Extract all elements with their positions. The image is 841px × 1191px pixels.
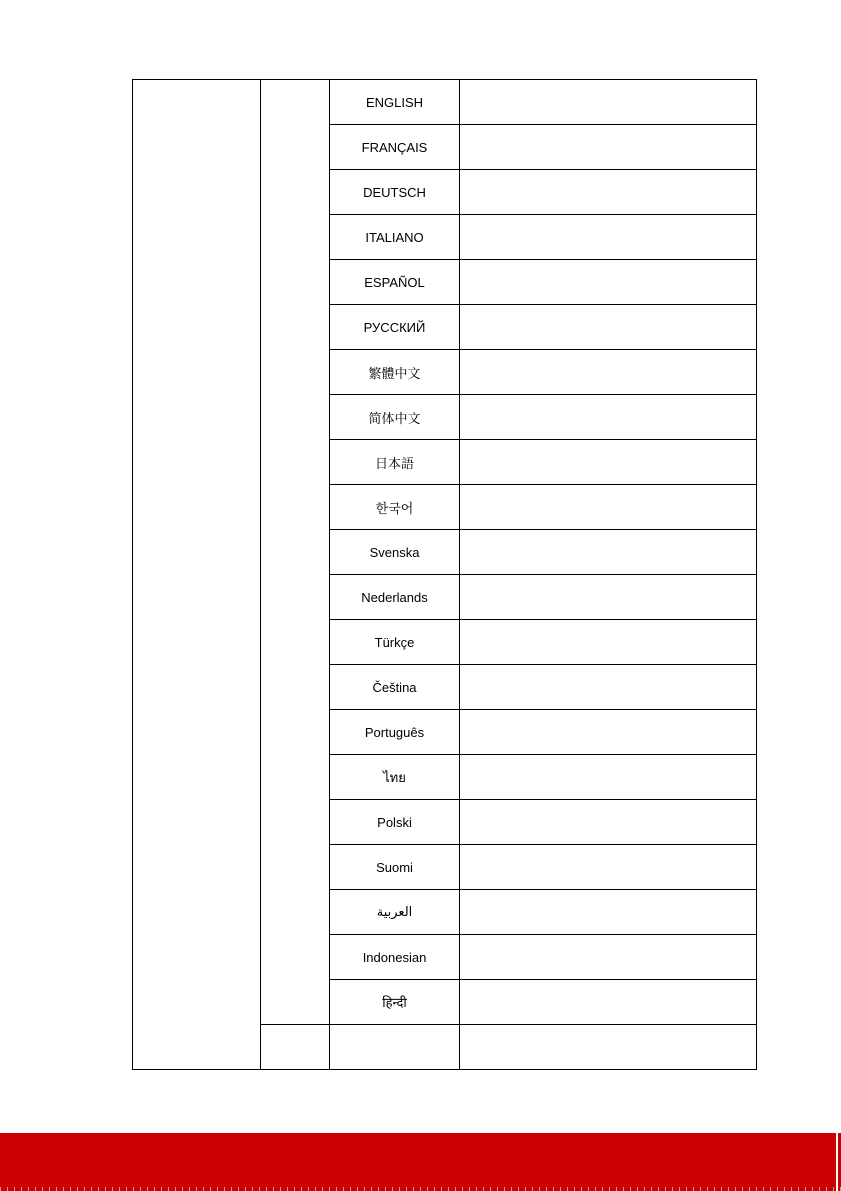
language-option: Polski bbox=[330, 800, 460, 845]
description-cell bbox=[460, 575, 757, 620]
description-cell bbox=[460, 350, 757, 395]
language-option: Português bbox=[330, 710, 460, 755]
description-cell bbox=[460, 305, 757, 350]
description-cell bbox=[460, 980, 757, 1025]
language-option: ITALIANO bbox=[330, 215, 460, 260]
language-option: ENGLISH bbox=[330, 80, 460, 125]
language-option: 简体中文 bbox=[330, 395, 460, 440]
menu-category-cell bbox=[133, 80, 261, 1070]
empty-option-cell bbox=[330, 1025, 460, 1070]
language-option: Čeština bbox=[330, 665, 460, 710]
description-cell bbox=[460, 665, 757, 710]
description-cell bbox=[460, 1025, 757, 1070]
language-option: Nederlands bbox=[330, 575, 460, 620]
language-option: العربية bbox=[330, 890, 460, 935]
description-cell bbox=[460, 620, 757, 665]
language-menu-table bbox=[132, 79, 757, 1070]
language-option: 繁體中文 bbox=[330, 350, 460, 395]
language-option: ไทย bbox=[330, 755, 460, 800]
submenu-cell bbox=[261, 80, 330, 1025]
footer-bar bbox=[0, 1133, 841, 1191]
language-option: Suomi bbox=[330, 845, 460, 890]
language-option: FRANÇAIS bbox=[330, 125, 460, 170]
language-option: हिन्दी bbox=[330, 980, 460, 1025]
description-cell bbox=[460, 260, 757, 305]
table-row bbox=[133, 80, 757, 125]
footer-edge-divider bbox=[836, 1133, 838, 1191]
description-cell bbox=[460, 710, 757, 755]
language-option: 日本語 bbox=[330, 440, 460, 485]
description-cell bbox=[460, 530, 757, 575]
empty-submenu-cell bbox=[261, 1025, 330, 1070]
description-cell bbox=[460, 485, 757, 530]
description-cell bbox=[460, 935, 757, 980]
description-cell bbox=[460, 440, 757, 485]
language-option: Svenska bbox=[330, 530, 460, 575]
description-cell bbox=[460, 125, 757, 170]
language-option: РУССКИЙ bbox=[330, 305, 460, 350]
description-cell bbox=[460, 800, 757, 845]
description-cell bbox=[460, 215, 757, 260]
description-cell bbox=[460, 80, 757, 125]
description-cell bbox=[460, 845, 757, 890]
description-cell bbox=[460, 170, 757, 215]
language-option: Indonesian bbox=[330, 935, 460, 980]
language-option: Türkçe bbox=[330, 620, 460, 665]
language-option: ESPAÑOL bbox=[330, 260, 460, 305]
description-cell bbox=[460, 890, 757, 935]
language-option: 한국어 bbox=[330, 485, 460, 530]
description-cell bbox=[460, 755, 757, 800]
footer-texture bbox=[0, 1187, 841, 1191]
language-option: DEUTSCH bbox=[330, 170, 460, 215]
description-cell bbox=[460, 395, 757, 440]
